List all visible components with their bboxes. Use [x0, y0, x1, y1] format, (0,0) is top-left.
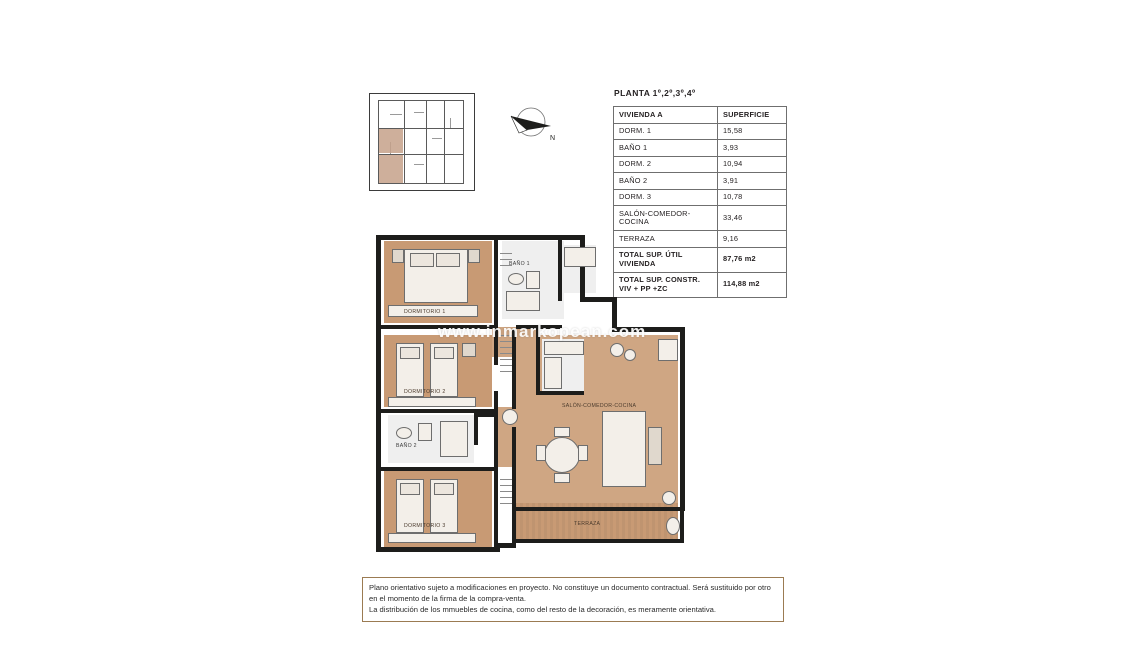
pillow	[400, 347, 420, 359]
room-area: 3,91	[718, 173, 787, 190]
table-row	[614, 123, 787, 140]
pillow	[436, 253, 460, 267]
label-bano1: BAÑO 1	[509, 261, 530, 267]
pillow	[410, 253, 434, 267]
disclaimer-box	[362, 577, 784, 622]
floor-label: PLANTA 1º,2º,3º,4º	[614, 88, 696, 98]
kitchen-counter	[544, 341, 584, 355]
label-salon: SALÓN-COMEDOR-COCINA	[562, 403, 637, 409]
sink-bano2	[396, 427, 412, 439]
toilet-bano1	[526, 271, 540, 289]
compass-north-label: N	[550, 135, 556, 142]
wardrobe-dorm2	[388, 397, 476, 407]
room-name: DORM. 3	[614, 189, 718, 206]
key-plan-thumbnail	[369, 93, 475, 191]
watermark: www.inmarkopean.com	[438, 322, 647, 341]
entry-plant	[502, 409, 518, 425]
room-area: 9,16	[718, 231, 787, 248]
plant	[662, 491, 676, 505]
room-area: 33,46	[718, 206, 787, 231]
room-name: TERRAZA	[614, 231, 718, 248]
dining-chair	[554, 473, 570, 483]
nightstand	[462, 343, 476, 357]
dining-chair	[554, 427, 570, 437]
nightstand	[468, 249, 480, 263]
table-row	[614, 189, 787, 206]
total-area: 114,88 m2	[718, 272, 787, 297]
sink-bano1	[508, 273, 524, 285]
wardrobe-dorm3	[388, 533, 476, 543]
table-row	[614, 206, 787, 231]
shower-bano2	[440, 421, 468, 457]
utility-unit	[564, 247, 596, 267]
room-area: 10,78	[718, 189, 787, 206]
tv-unit	[648, 427, 662, 465]
kitchen-island	[544, 357, 562, 389]
dining-table	[544, 437, 580, 473]
console-table	[658, 339, 678, 361]
label-dorm1: DORMITORIO 1	[404, 309, 446, 315]
room-name: BAÑO 2	[614, 173, 718, 190]
label-dorm3: DORMITORIO 3	[404, 523, 446, 529]
room-name: BAÑO 1	[614, 140, 718, 157]
total-name: TOTAL SUP. ÚTIL VIVIENDA	[614, 247, 718, 272]
table-row	[614, 173, 787, 190]
label-bano2: BAÑO 2	[396, 443, 417, 449]
room-area: 3,93	[718, 140, 787, 157]
room-name: DORM. 1	[614, 123, 718, 140]
nightstand	[392, 249, 404, 263]
sofa	[602, 411, 646, 487]
header-dwelling: VIVIENDA A	[614, 107, 718, 124]
room-name: DORM. 2	[614, 156, 718, 173]
terrace-plant	[666, 517, 680, 535]
room-area: 10,94	[718, 156, 787, 173]
floor-plan-drawing	[366, 231, 706, 561]
compass-rose	[505, 100, 563, 152]
label-terraza: TERRAZA	[574, 521, 601, 527]
table-row	[614, 156, 787, 173]
room-fill-salon	[516, 335, 678, 507]
toilet-bano2	[418, 423, 432, 441]
room-name: SALÓN-COMEDOR-COCINA	[614, 206, 718, 231]
pillow	[434, 483, 454, 495]
header-surface: SUPERFICIE	[718, 107, 787, 124]
table-row	[614, 140, 787, 157]
plant	[610, 343, 624, 357]
label-dorm2: DORMITORIO 2	[404, 389, 446, 395]
total-area: 87,76 m2	[718, 247, 787, 272]
pillow	[400, 483, 420, 495]
room-area: 15,58	[718, 123, 787, 140]
total-name: TOTAL SUP. CONSTR. VIV + PP +ZC	[614, 272, 718, 297]
plant	[624, 349, 636, 361]
disclaimer-line-1: Plano orientativo sujeto a modificaciones en proyecto. No constituye un documento contractual. Será sustituido por otro en el momento de la firma de la compra-venta.	[369, 583, 771, 603]
shower-bano1	[506, 291, 540, 311]
dining-chair	[578, 445, 588, 461]
pillow	[434, 347, 454, 359]
table-header-row	[614, 107, 787, 124]
dining-chair	[536, 445, 546, 461]
disclaimer-line-2: La distribución de los mmuebles de cocina, como del resto de la decoración, es meramente orientativa.	[369, 605, 716, 614]
